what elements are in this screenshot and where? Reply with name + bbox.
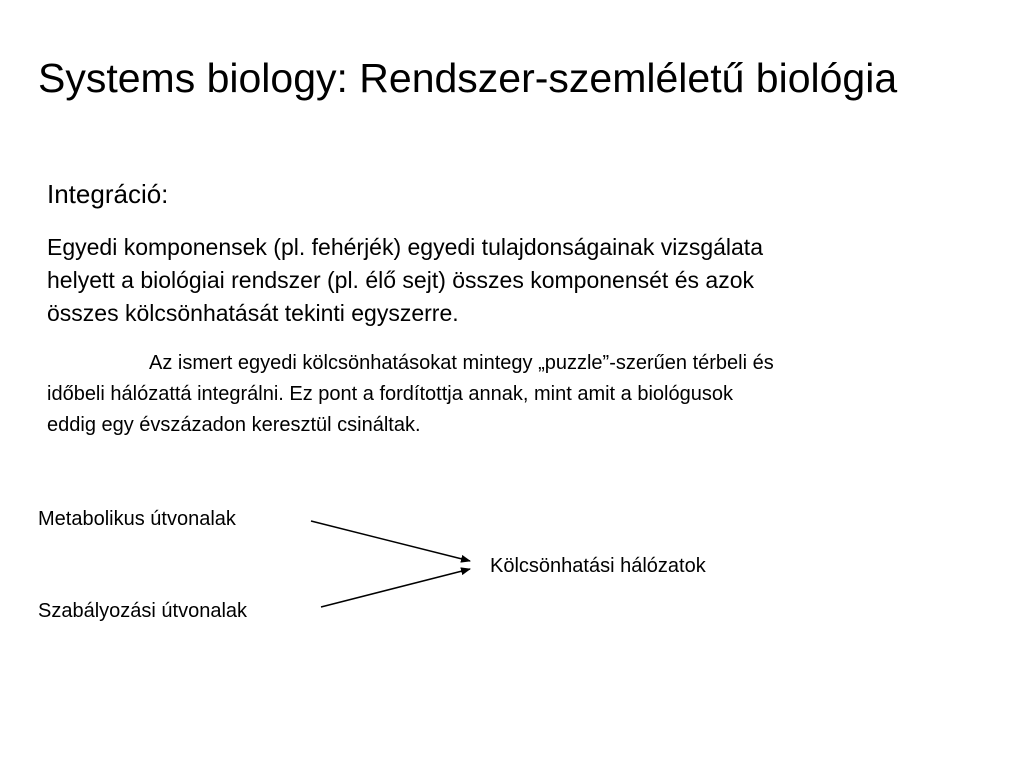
integration-paragraph [47, 348, 987, 441]
section-heading: Integráció: [47, 179, 169, 209]
definition-paragraph [47, 231, 987, 330]
definition-line: összes kölcsönhatását tekinti egyszerre. [47, 300, 459, 326]
regulatory-pathways-label: Szabályozási útvonalak [38, 600, 248, 622]
metabolic-arrow [311, 521, 470, 561]
definition-line: helyett a biológiai rendszer (pl. élő sejt) összes komponensét és azok [47, 267, 754, 293]
slide-title: Systems biology: Rendszer-szemléletű biológia [38, 55, 898, 101]
integration-line: eddig egy évszázadon keresztül csináltak. [47, 414, 421, 436]
regulatory-arrow [321, 569, 470, 607]
metabolic-pathways-label: Metabolikus útvonalak [38, 508, 236, 530]
interaction-networks-label: Kölcsönhatási hálózatok [490, 555, 706, 577]
definition-line: Egyedi komponensek (pl. fehérjék) egyedi tulajdonságainak vizsgálata [47, 234, 763, 260]
integration-line: Az ismert egyedi kölcsönhatásokat mintegy „puzzle”-szerűen térbeli és [149, 352, 774, 374]
integration-line: időbeli hálózattá integrálni. Ez pont a fordítottja annak, mint amit a biológusok [47, 383, 733, 405]
